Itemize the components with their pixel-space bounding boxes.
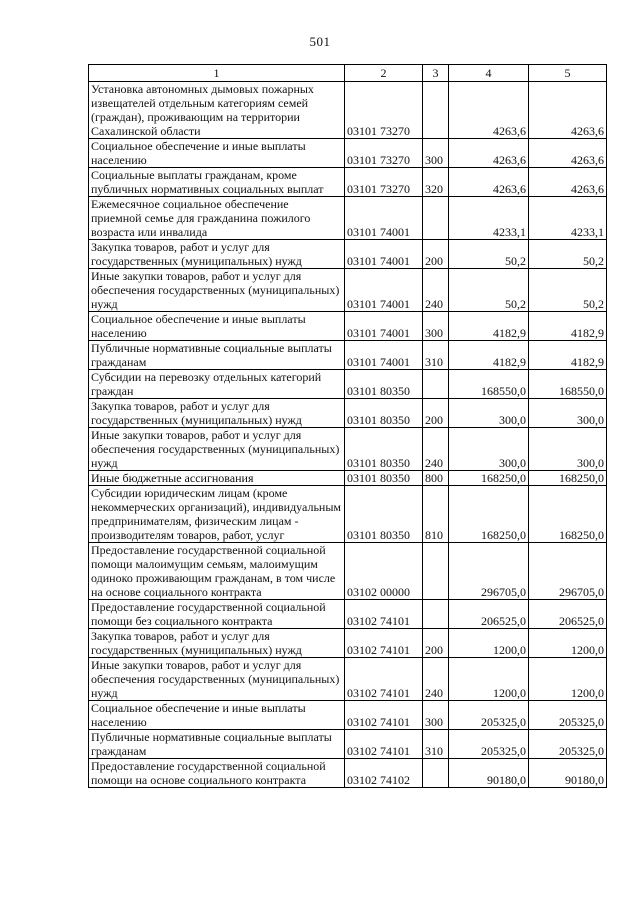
row-kvr-cell: 240 <box>423 269 449 312</box>
row-value-col5-cell: 168250,0 <box>529 486 607 543</box>
table-body <box>89 82 607 788</box>
table-row <box>89 312 607 341</box>
row-name-cell: Предоставление государственной социальной помощи без социального контракта <box>89 600 345 629</box>
row-name-cell: Предоставление государственной социальной помощи на основе социального контракта <box>89 759 345 788</box>
row-value-col5-cell: 4263,6 <box>529 139 607 168</box>
row-kvr-cell <box>423 82 449 139</box>
row-value-col5-cell: 4263,6 <box>529 168 607 197</box>
row-value-col5-cell: 4182,9 <box>529 341 607 370</box>
row-name-cell: Иные бюджетные ассигнования <box>89 471 345 486</box>
row-value-col4-cell: 168250,0 <box>449 486 529 543</box>
row-value-col5-cell: 168550,0 <box>529 370 607 399</box>
row-value-col5-cell: 168250,0 <box>529 471 607 486</box>
row-kvr-cell <box>423 370 449 399</box>
row-name-cell: Закупка товаров, работ и услуг для государственных (муниципальных) нужд <box>89 240 345 269</box>
budget-table <box>88 64 607 788</box>
table-row <box>89 600 607 629</box>
row-name-cell: Субсидии на перевозку отдельных категорий граждан <box>89 370 345 399</box>
row-kvr-cell: 240 <box>423 658 449 701</box>
table-row <box>89 471 607 486</box>
header-col-3: 3 <box>423 65 449 82</box>
table-row <box>89 428 607 471</box>
row-name-cell: Иные закупки товаров, работ и услуг для обеспечения государственных (муниципальных) нужд <box>89 658 345 701</box>
row-name-cell: Иные закупки товаров, работ и услуг для обеспечения государственных (муниципальных) нужд <box>89 428 345 471</box>
row-code-cell: 03102 00000 <box>345 543 423 600</box>
row-name-cell: Установка автономных дымовых пожарных извещателей отдельным категориям семей (граждан), проживающим на территории Сахалинской области <box>89 82 345 139</box>
table-header-row <box>89 65 607 82</box>
header-col-1: 1 <box>89 65 345 82</box>
row-code-cell: 03102 74101 <box>345 629 423 658</box>
row-value-col4-cell: 50,2 <box>449 240 529 269</box>
row-code-cell: 03101 80350 <box>345 399 423 428</box>
row-value-col4-cell: 1200,0 <box>449 658 529 701</box>
row-name-cell: Социальное обеспечение и иные выплаты населению <box>89 701 345 730</box>
row-kvr-cell: 200 <box>423 240 449 269</box>
row-value-col4-cell: 300,0 <box>449 428 529 471</box>
row-value-col5-cell: 300,0 <box>529 428 607 471</box>
row-value-col4-cell: 50,2 <box>449 269 529 312</box>
header-col-4: 4 <box>449 65 529 82</box>
row-code-cell: 03101 73270 <box>345 82 423 139</box>
table-row <box>89 370 607 399</box>
row-value-col4-cell: 4182,9 <box>449 341 529 370</box>
row-kvr-cell <box>423 759 449 788</box>
header-col-2: 2 <box>345 65 423 82</box>
row-code-cell: 03101 74001 <box>345 312 423 341</box>
row-code-cell: 03102 74101 <box>345 730 423 759</box>
row-value-col4-cell: 4233,1 <box>449 197 529 240</box>
table-row <box>89 701 607 730</box>
row-value-col4-cell: 296705,0 <box>449 543 529 600</box>
row-name-cell: Закупка товаров, работ и услуг для государственных (муниципальных) нужд <box>89 629 345 658</box>
row-kvr-cell: 810 <box>423 486 449 543</box>
page-number: 501 <box>309 34 331 49</box>
row-code-cell: 03102 74101 <box>345 658 423 701</box>
table-row <box>89 543 607 600</box>
row-code-cell: 03101 73270 <box>345 168 423 197</box>
table-row <box>89 658 607 701</box>
row-kvr-cell: 200 <box>423 399 449 428</box>
row-name-cell: Ежемесячное социальное обеспечение приемной семье для гражданина пожилого возраста или инвалида <box>89 197 345 240</box>
row-code-cell: 03101 80350 <box>345 370 423 399</box>
table-row <box>89 82 607 139</box>
row-value-col4-cell: 4263,6 <box>449 82 529 139</box>
row-code-cell: 03101 74001 <box>345 240 423 269</box>
row-kvr-cell: 320 <box>423 168 449 197</box>
row-kvr-cell: 300 <box>423 701 449 730</box>
row-code-cell: 03101 80350 <box>345 486 423 543</box>
row-value-col5-cell: 205325,0 <box>529 730 607 759</box>
row-name-cell: Субсидии юридическим лицам (кроме некоммерческих организаций), индивидуальным предпринимателям, физическим лицам - производителям товаров, работ, услуг <box>89 486 345 543</box>
row-name-cell: Закупка товаров, работ и услуг для государственных (муниципальных) нужд <box>89 399 345 428</box>
table-row <box>89 269 607 312</box>
row-value-col4-cell: 4182,9 <box>449 312 529 341</box>
row-kvr-cell: 310 <box>423 730 449 759</box>
row-code-cell: 03102 74101 <box>345 600 423 629</box>
row-value-col5-cell: 300,0 <box>529 399 607 428</box>
table-row <box>89 240 607 269</box>
table-row <box>89 730 607 759</box>
row-name-cell: Публичные нормативные социальные выплаты гражданам <box>89 730 345 759</box>
table-row <box>89 399 607 428</box>
row-code-cell: 03101 74001 <box>345 197 423 240</box>
table-row <box>89 759 607 788</box>
row-code-cell: 03101 80350 <box>345 471 423 486</box>
row-code-cell: 03102 74101 <box>345 701 423 730</box>
row-value-col4-cell: 1200,0 <box>449 629 529 658</box>
table-row <box>89 486 607 543</box>
row-value-col5-cell: 4182,9 <box>529 312 607 341</box>
row-kvr-cell: 240 <box>423 428 449 471</box>
row-kvr-cell: 200 <box>423 629 449 658</box>
row-value-col5-cell: 206525,0 <box>529 600 607 629</box>
row-value-col5-cell: 1200,0 <box>529 629 607 658</box>
row-value-col5-cell: 4263,6 <box>529 82 607 139</box>
row-value-col5-cell: 50,2 <box>529 269 607 312</box>
row-code-cell: 03101 74001 <box>345 269 423 312</box>
row-value-col5-cell: 90180,0 <box>529 759 607 788</box>
row-value-col5-cell: 296705,0 <box>529 543 607 600</box>
row-value-col4-cell: 300,0 <box>449 399 529 428</box>
row-value-col4-cell: 205325,0 <box>449 701 529 730</box>
row-code-cell: 03101 73270 <box>345 139 423 168</box>
table-row <box>89 629 607 658</box>
table-row <box>89 139 607 168</box>
row-code-cell: 03102 74102 <box>345 759 423 788</box>
row-name-cell: Социальные выплаты гражданам, кроме публичных нормативных социальных выплат <box>89 168 345 197</box>
header-col-5: 5 <box>529 65 607 82</box>
row-value-col5-cell: 205325,0 <box>529 701 607 730</box>
row-kvr-cell: 800 <box>423 471 449 486</box>
row-name-cell: Публичные нормативные социальные выплаты гражданам <box>89 341 345 370</box>
table-row <box>89 341 607 370</box>
row-value-col4-cell: 205325,0 <box>449 730 529 759</box>
row-value-col4-cell: 90180,0 <box>449 759 529 788</box>
row-name-cell: Социальное обеспечение и иные выплаты населению <box>89 312 345 341</box>
row-code-cell: 03101 80350 <box>345 428 423 471</box>
row-value-col5-cell: 1200,0 <box>529 658 607 701</box>
row-name-cell: Социальное обеспечение и иные выплаты населению <box>89 139 345 168</box>
row-kvr-cell: 310 <box>423 341 449 370</box>
row-value-col4-cell: 168250,0 <box>449 471 529 486</box>
row-kvr-cell: 300 <box>423 312 449 341</box>
row-value-col4-cell: 206525,0 <box>449 600 529 629</box>
row-kvr-cell <box>423 600 449 629</box>
row-value-col4-cell: 4263,6 <box>449 139 529 168</box>
row-value-col4-cell: 168550,0 <box>449 370 529 399</box>
row-kvr-cell: 300 <box>423 139 449 168</box>
row-name-cell: Иные закупки товаров, работ и услуг для обеспечения государственных (муниципальных) нужд <box>89 269 345 312</box>
row-value-col4-cell: 4263,6 <box>449 168 529 197</box>
row-code-cell: 03101 74001 <box>345 341 423 370</box>
table-row <box>89 197 607 240</box>
row-value-col5-cell: 4233,1 <box>529 197 607 240</box>
row-value-col5-cell: 50,2 <box>529 240 607 269</box>
table-row <box>89 168 607 197</box>
row-kvr-cell <box>423 543 449 600</box>
row-kvr-cell <box>423 197 449 240</box>
row-name-cell: Предоставление государственной социальной помощи малоимущим семьям, малоимущим одиноко проживающим гражданам, в том числе на основе социального контракта <box>89 543 345 600</box>
